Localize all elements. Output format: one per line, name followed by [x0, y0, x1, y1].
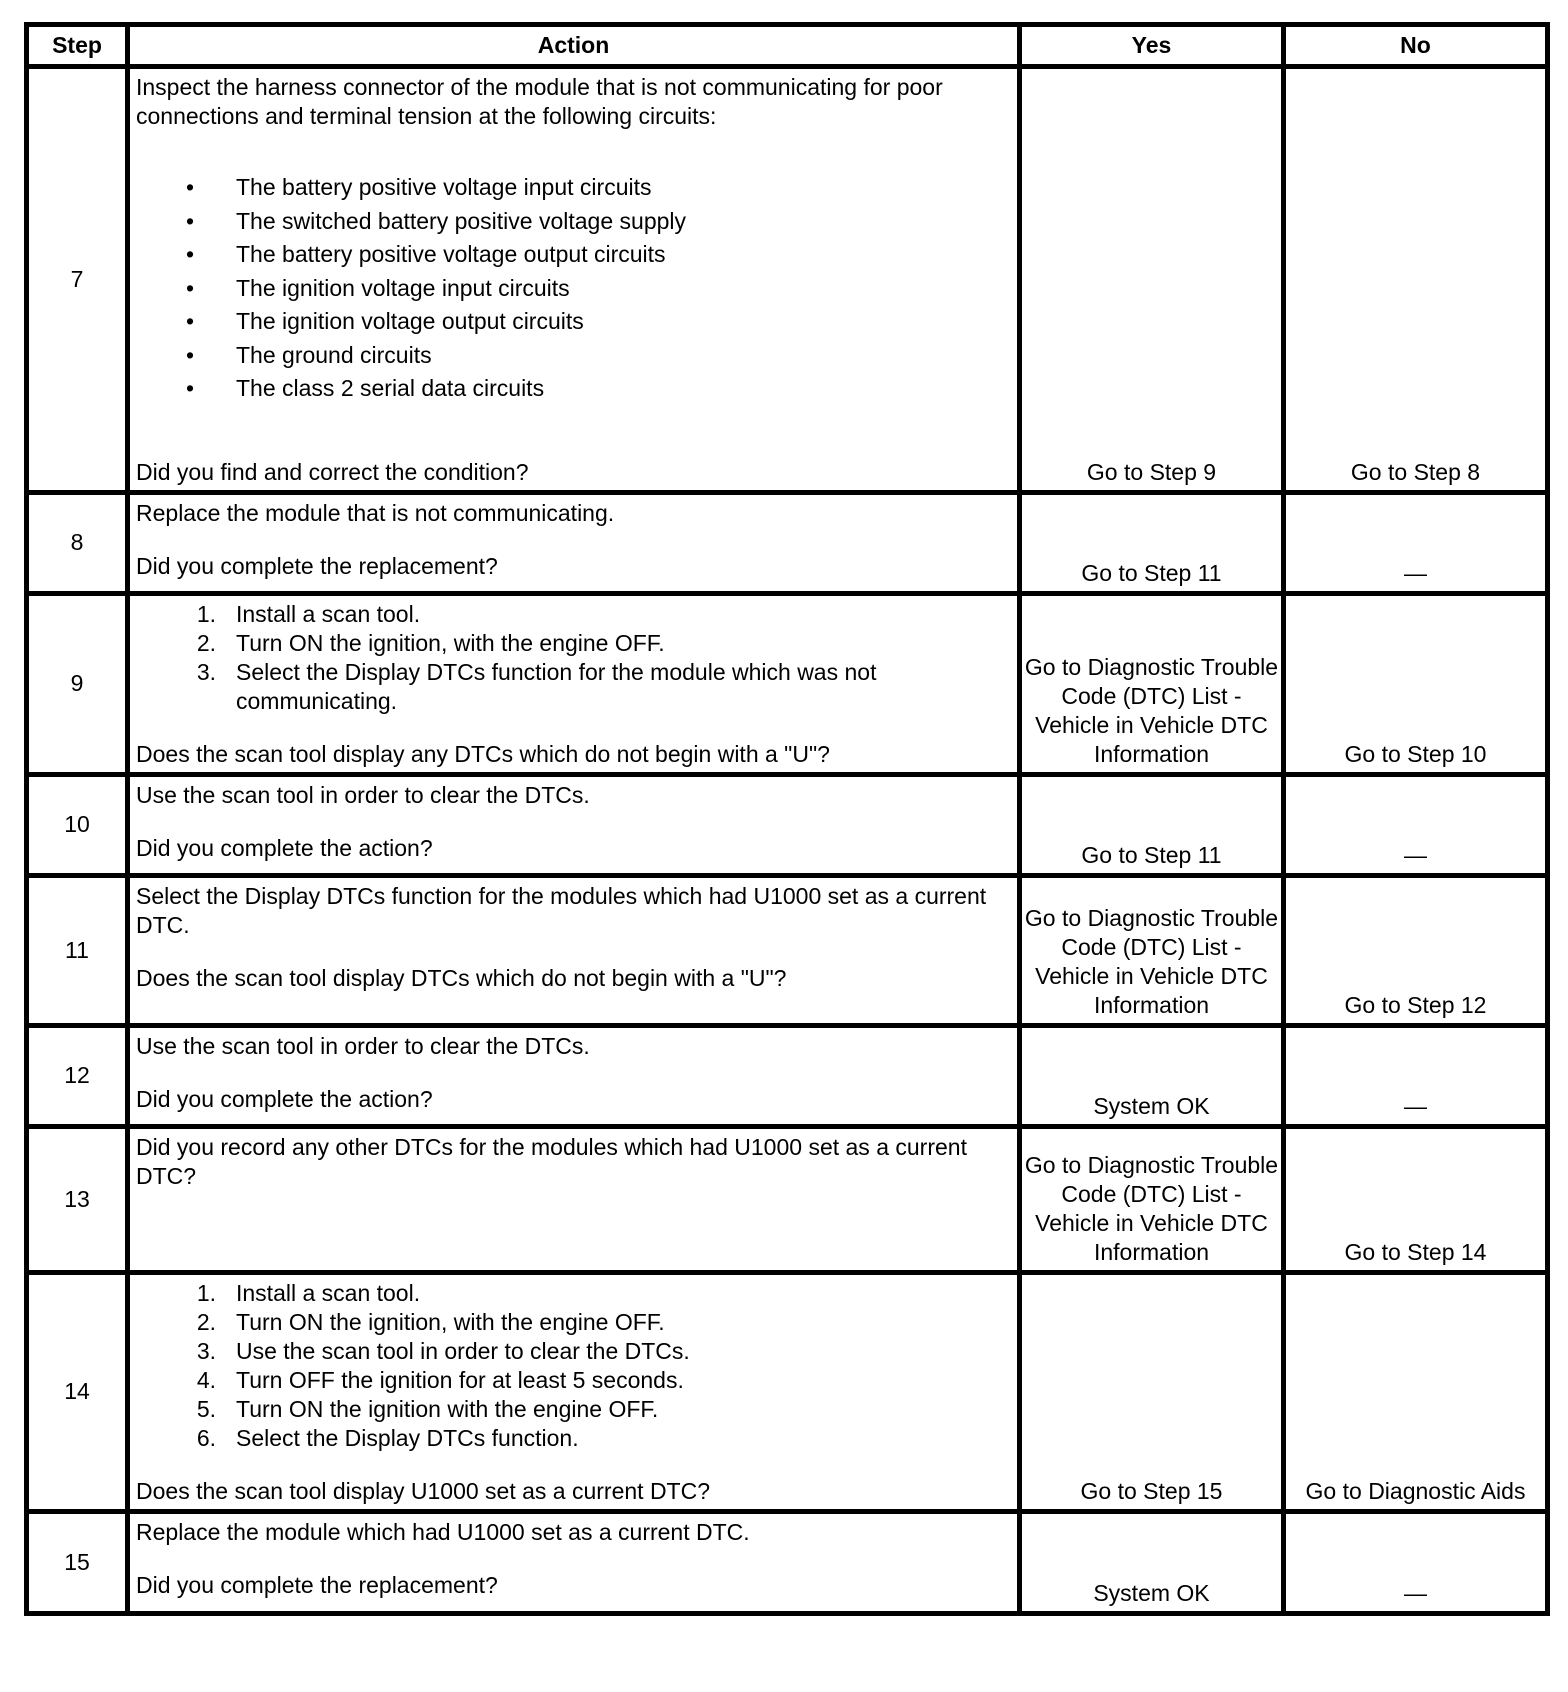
table-row: [27, 1126, 1548, 1272]
yes-cell: Go to Diagnostic Trouble Code (DTC) List - Vehicle in Vehicle DTC Information: [1020, 1126, 1284, 1272]
list-item: • The battery positive voltage output circuits: [136, 238, 1011, 272]
list-item: 1. Install a scan tool.: [196, 1279, 421, 1306]
list-item: 4. Turn OFF the ignition for at least 5 seconds.: [196, 1366, 684, 1393]
table-row: [27, 492, 1548, 593]
action-question: Does the scan tool display U1000 set as a current DTC?: [136, 1477, 711, 1504]
action-question: Does the scan tool display DTCs which do not begin with a "U"?: [136, 964, 787, 991]
step-number: 10: [27, 774, 128, 875]
yes-cell: Go to Step 9: [1020, 67, 1284, 493]
list-item: • The switched battery positive voltage supply: [136, 205, 1011, 239]
step-number: 9: [27, 593, 128, 774]
no-cell: Go to Diagnostic Aids: [1284, 1272, 1548, 1511]
header-yes: Yes: [1020, 25, 1284, 67]
action-question: Did you complete the action?: [136, 1085, 433, 1112]
list-item: 2. Turn ON the ignition, with the engine OFF.: [196, 629, 665, 656]
no-cell: —: [1284, 1025, 1548, 1126]
step-number: 15: [27, 1511, 128, 1613]
step-number: 7: [27, 67, 128, 493]
list-item: • The ground circuits: [136, 339, 1011, 373]
table-row: [27, 875, 1548, 1025]
list-item: • The ignition voltage input circuits: [136, 272, 1011, 306]
action-question: Did you complete the action?: [136, 834, 433, 861]
no-cell: Go to Step 12: [1284, 875, 1548, 1025]
action-text: Select the Display DTCs function for the modules which had U1000 set as a current DTC.: [136, 882, 987, 938]
table-row: [27, 774, 1548, 875]
step-number: 12: [27, 1025, 128, 1126]
yes-cell: Go to Diagnostic Trouble Code (DTC) List - Vehicle in Vehicle DTC Information: [1020, 593, 1284, 774]
action-cell: [128, 1511, 1020, 1613]
yes-cell: Go to Step 11: [1020, 774, 1284, 875]
action-cell: [128, 875, 1020, 1025]
action-question: Did you find and correct the condition?: [136, 458, 529, 485]
table-row: [27, 1272, 1548, 1511]
list-item: 3. Use the scan tool in order to clear the DTCs.: [196, 1337, 690, 1364]
table-row: [27, 1025, 1548, 1126]
step-number: 8: [27, 492, 128, 593]
action-question: Did you complete the replacement?: [136, 552, 498, 579]
action-cell: [128, 492, 1020, 593]
no-cell: —: [1284, 492, 1548, 593]
list-item: 1. Install a scan tool.: [196, 600, 421, 627]
header-no: No: [1284, 25, 1548, 67]
action-cell: [128, 593, 1020, 774]
action-question: Did you complete the replacement?: [136, 1571, 498, 1598]
action-cell: [128, 1126, 1020, 1272]
table-row: [27, 67, 1548, 493]
header-step: Step: [27, 25, 128, 67]
step-number: 13: [27, 1126, 128, 1272]
list-item: 2. Turn ON the ignition, with the engine OFF.: [196, 1308, 665, 1335]
header-action: Action: [128, 25, 1020, 67]
diagnostic-table-page: [24, 22, 1550, 1616]
yes-cell: Go to Step 15: [1020, 1272, 1284, 1511]
action-cell: [128, 1272, 1020, 1511]
action-text: Inspect the harness connector of the module that is not communicating for poor connections and terminal tension at the following circuits:: [136, 74, 943, 129]
no-cell: Go to Step 14: [1284, 1126, 1548, 1272]
action-text: Did you record any other DTCs for the modules which had U1000 set as a current DTC?: [136, 1133, 967, 1189]
procedure-list: [136, 1279, 1011, 1453]
list-item: • The class 2 serial data circuits: [136, 372, 1011, 406]
list-item: 6. Select the Display DTCs function.: [196, 1424, 579, 1451]
table-row: [27, 1511, 1548, 1613]
action-text: Replace the module that is not communicating.: [136, 499, 615, 526]
step-number: 14: [27, 1272, 128, 1511]
header-row: [27, 25, 1548, 67]
yes-cell: Go to Diagnostic Trouble Code (DTC) List - Vehicle in Vehicle DTC Information: [1020, 875, 1284, 1025]
no-cell: Go to Step 10: [1284, 593, 1548, 774]
step-number: 11: [27, 875, 128, 1025]
action-cell: [128, 67, 1020, 493]
yes-cell: System OK: [1020, 1025, 1284, 1126]
no-cell: —: [1284, 774, 1548, 875]
diagnostic-table: [24, 22, 1550, 1616]
action-cell: [128, 774, 1020, 875]
no-cell: Go to Step 8: [1284, 67, 1548, 493]
list-item: • The battery positive voltage input circuits: [136, 171, 1011, 205]
circuit-list: [136, 171, 1011, 406]
procedure-list: [136, 600, 1011, 716]
table-row: [27, 593, 1548, 774]
action-text: Use the scan tool in order to clear the DTCs.: [136, 1032, 590, 1059]
action-text: Replace the module which had U1000 set as a current DTC.: [136, 1518, 750, 1545]
list-item: • The ignition voltage output circuits: [136, 305, 1011, 339]
action-text: Use the scan tool in order to clear the DTCs.: [136, 781, 590, 808]
yes-cell: System OK: [1020, 1511, 1284, 1613]
action-question: Does the scan tool display any DTCs which do not begin with a "U"?: [136, 740, 830, 767]
list-item: 3. Select the Display DTCs function for the module which was not communicating.: [196, 658, 877, 714]
list-item: 5. Turn ON the ignition with the engine OFF.: [196, 1395, 659, 1422]
no-cell: —: [1284, 1511, 1548, 1613]
yes-cell: Go to Step 11: [1020, 492, 1284, 593]
action-cell: [128, 1025, 1020, 1126]
